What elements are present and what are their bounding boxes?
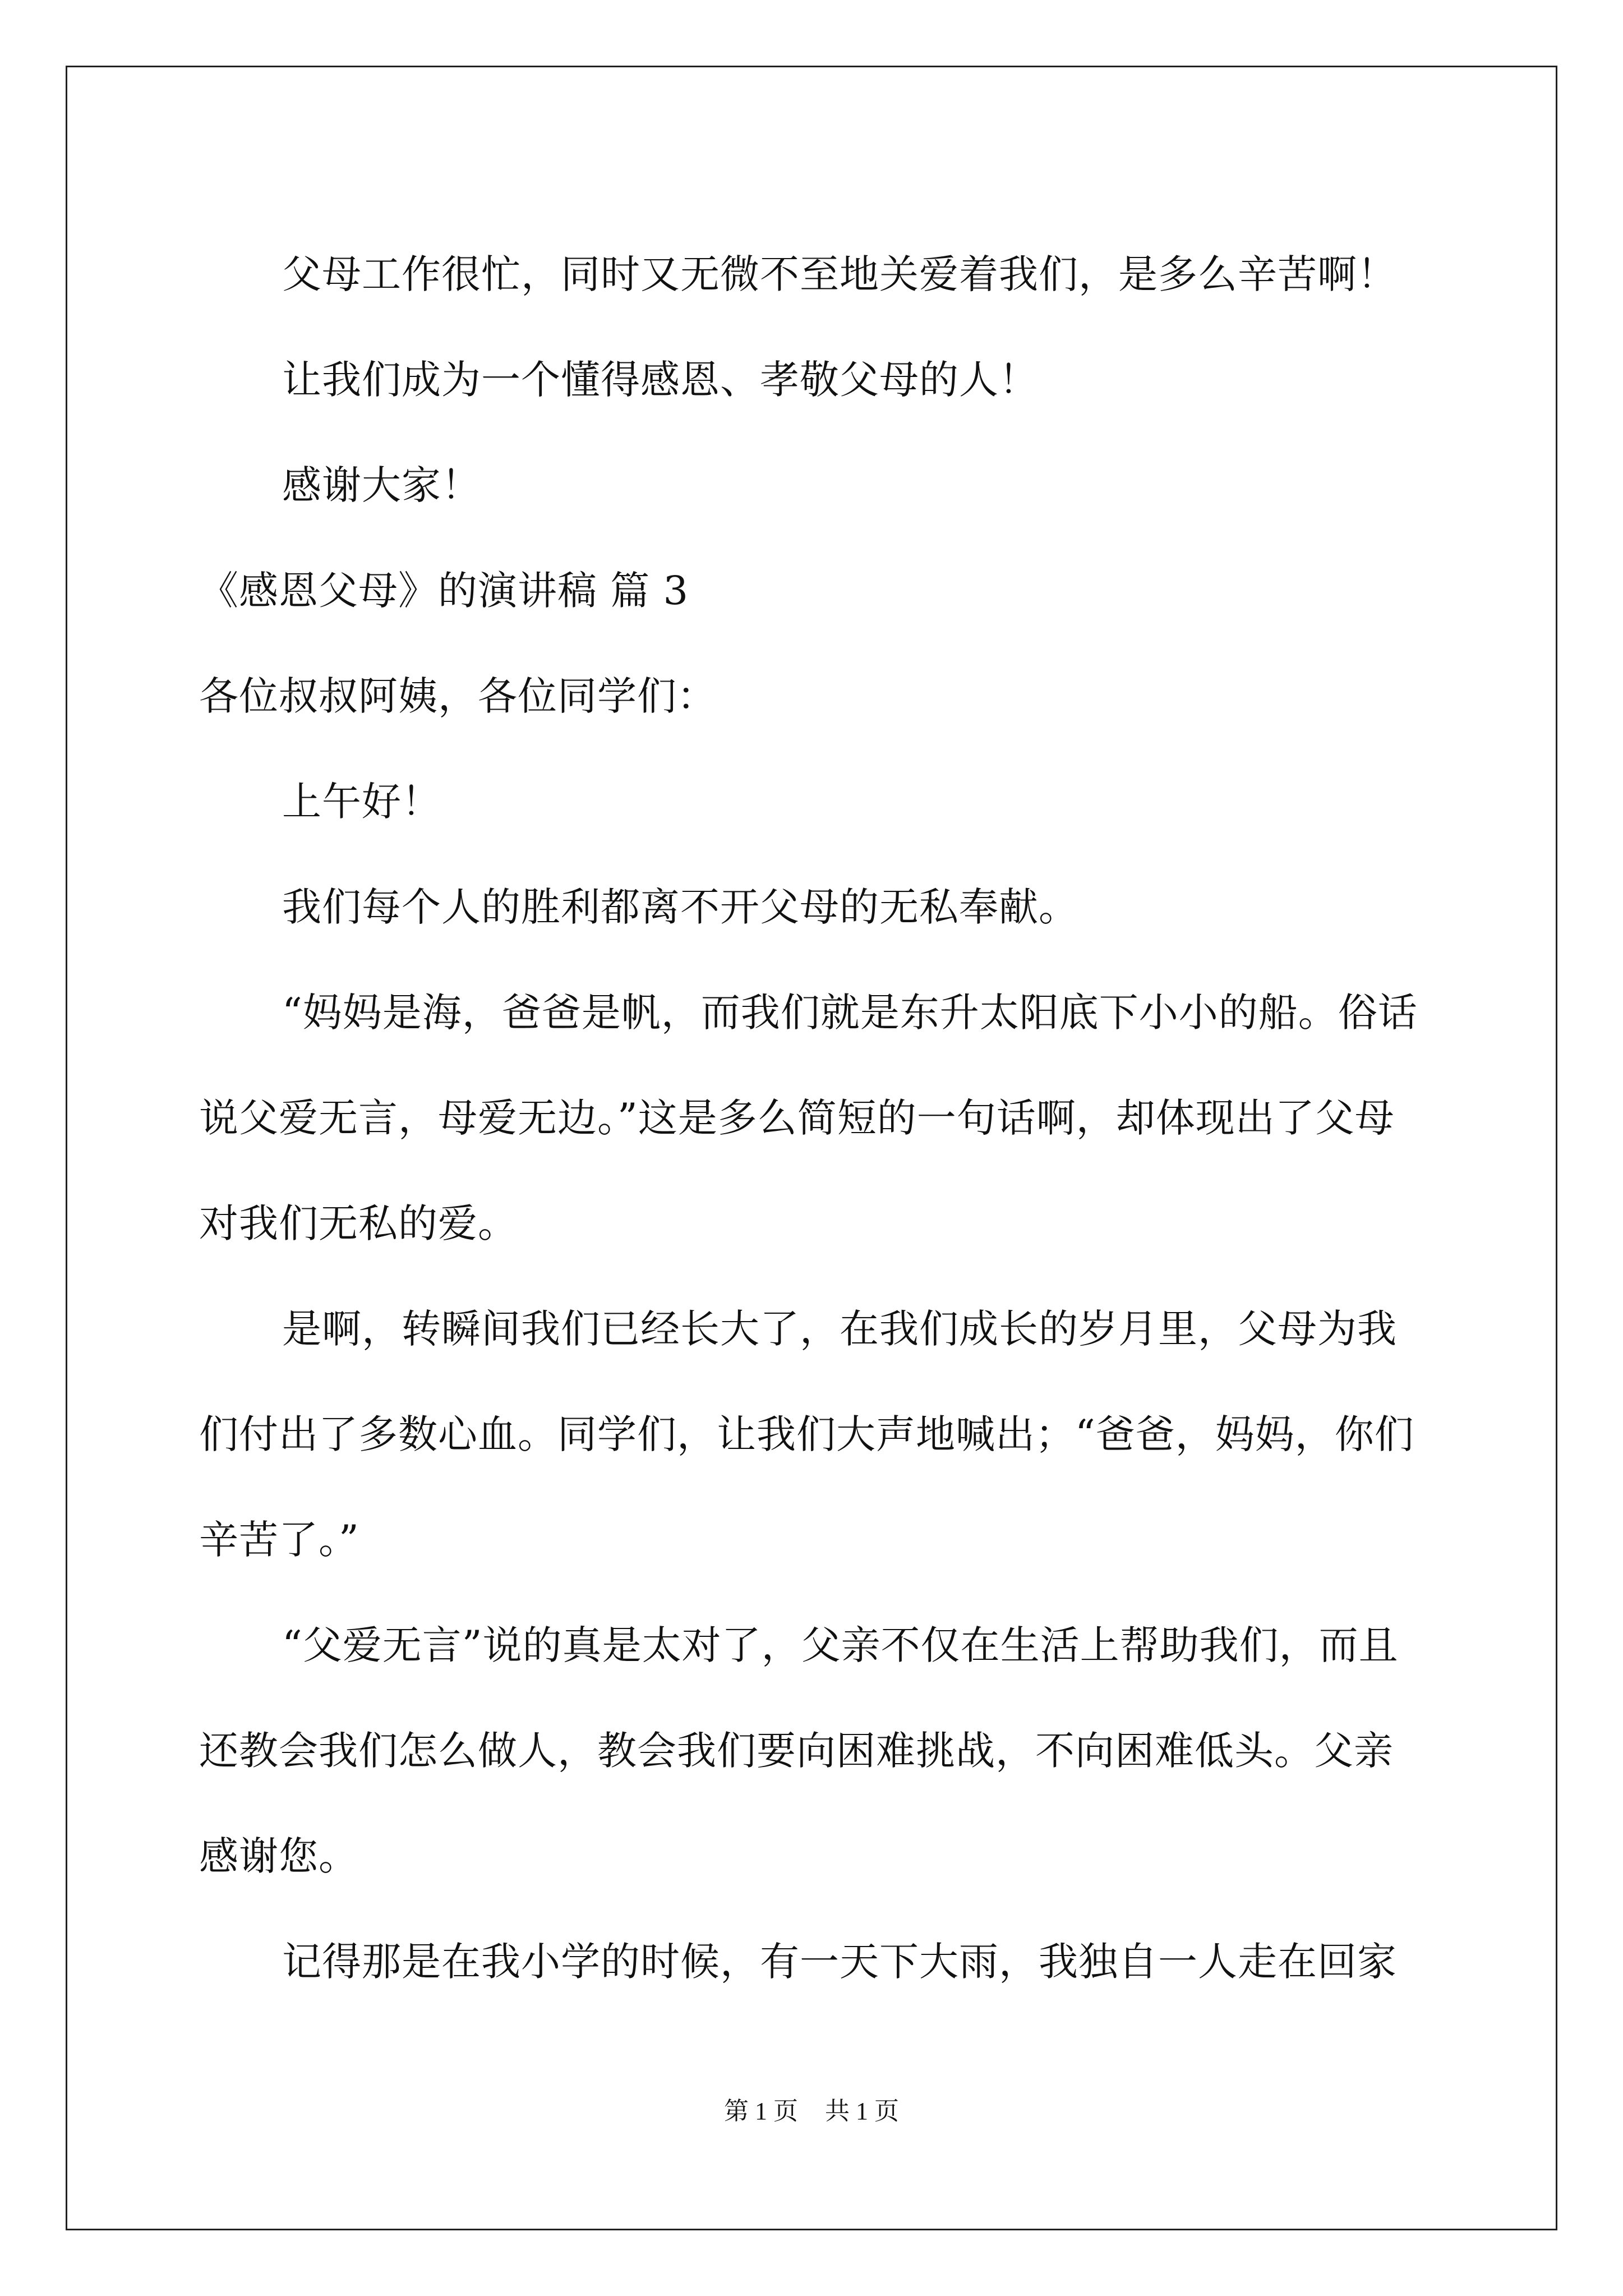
page-total: 共 1 页 — [825, 2097, 899, 2125]
paragraph: 上午好！ — [282, 779, 441, 825]
paragraph: 记得那是在我小学的时候，有一天下大雨，我独自一人走在回家 — [282, 1939, 1397, 1985]
paragraph: 父母工作很忙，同时又无微不至地关爱着我们，是多么辛苦啊！ — [282, 251, 1397, 297]
page-number: 第 1 页 — [724, 2097, 798, 2125]
page-footer — [0, 2095, 1623, 2128]
paragraph: 我们每个人的胜利都离不开父母的无私奉献。 — [282, 884, 1078, 930]
paragraph: 感谢大家！ — [282, 462, 481, 508]
document-body — [199, 222, 1433, 2014]
paragraph: “妈妈是海，爸爸是帆，而我们就是东升太阳底下小小的船。俗话说父爱无言，母爱无边。”这是多么简短的一句话啊，却体现出了父母对我们无私的爱。 — [199, 990, 1418, 1246]
paragraph: 各位叔叔阿姨，各位同学们： — [199, 673, 717, 719]
paragraph: 《感恩父母》的演讲稿 篇 3 — [199, 568, 689, 614]
paragraph: 是啊，转瞬间我们已经长大了，在我们成长的岁月里，父母为我们付出了多数心血。同学们，让我们大声地喊出；“爸爸，妈妈，你们辛苦了。” — [199, 1306, 1414, 1563]
paragraph: “父爱无言”说的真是太对了，父亲不仅在生活上帮助我们，而且还教会我们怎么做人，教会我们要向困难挑战，不向困难低头。父亲感谢您。 — [199, 1622, 1399, 1879]
paragraph: 让我们成为一个懂得感恩、孝敬父母的人！ — [282, 357, 1039, 403]
